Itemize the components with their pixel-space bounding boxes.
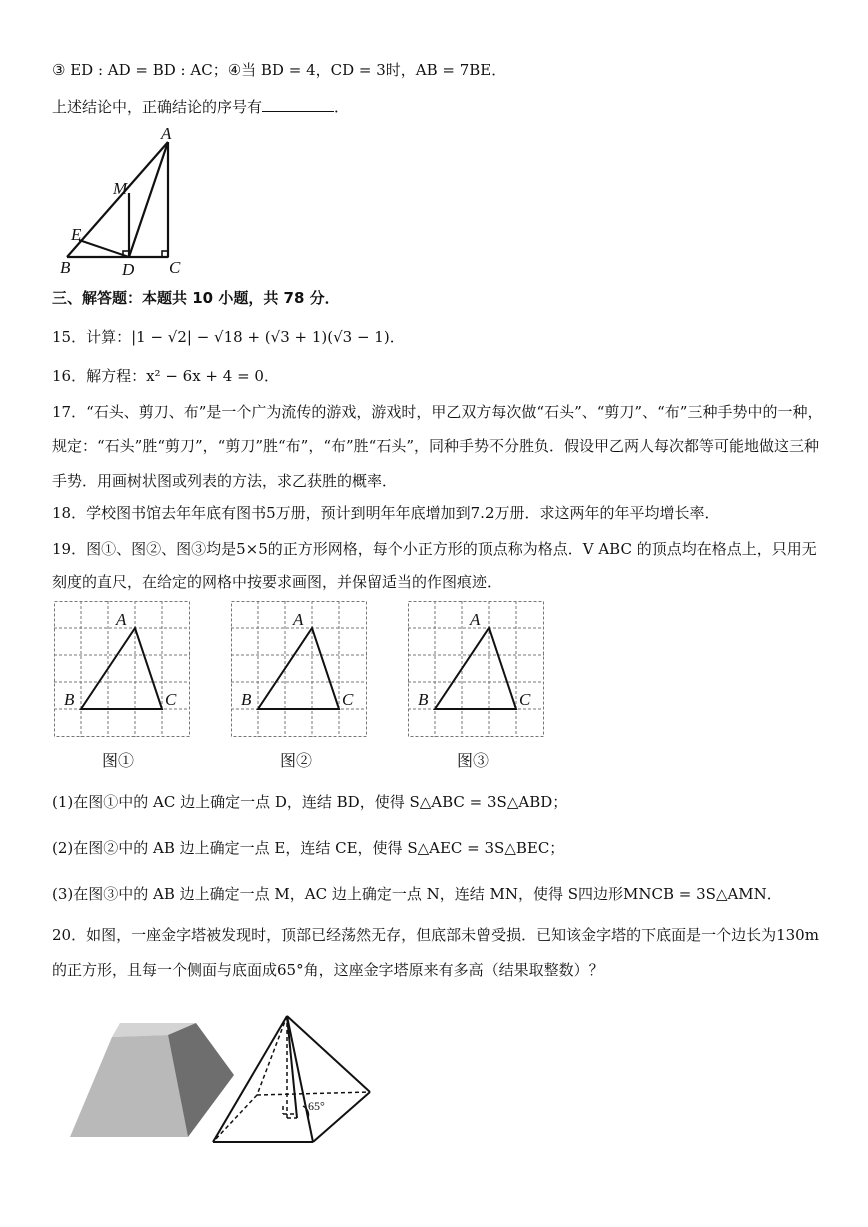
label-b: B — [60, 258, 71, 277]
grid2-label-c: C — [342, 690, 354, 709]
q19-line1: 19．图①、图②、图③均是5×5的正方形网格，每个小正方形的顶点称为格点．V ABC 的顶点均在格点上，只用无 — [52, 540, 817, 558]
answer-blank — [262, 97, 334, 112]
grid3-label-a: A — [470, 610, 481, 629]
grid2-label-b: B — [241, 690, 252, 709]
grid1-label-c: C — [165, 690, 177, 709]
grid1-label-b: B — [64, 690, 75, 709]
grid-figure-1 — [54, 601, 190, 737]
q14-answer-prefix: 上述结论中，正确结论的序号有 — [52, 98, 263, 116]
caption-figure-1: 图① — [102, 751, 135, 770]
grid-figure-2 — [231, 601, 367, 737]
q17-line3: 手势．用画树状图或列表的方法，求乙获胜的概率． — [52, 472, 398, 490]
q17-line1: 17．“石头、剪刀、布”是一个广为流传的游戏，游戏时，甲乙双方每次做“石头”、“剪刀”、“布”三种手势中的一种， — [52, 403, 823, 421]
q19-part1: (1)在图①中的 AC 边上确定一点 D，连结 BD，使得 S△ABC = 3S△ABD； — [52, 793, 568, 811]
triangle-abc-3 — [435, 628, 516, 709]
angle-label: 65° — [308, 1099, 325, 1113]
q19-part3: (3)在图③中的 AB 边上确定一点 M，AC 边上确定一点 N，连结 MN，使得 S四边形MNCB = 3S△AMN． — [52, 885, 782, 903]
grid2-label-a: A — [293, 610, 304, 629]
q20-line2: 的正方形，且每一个侧面与底面成65°角，这座金字塔原来有多高（结果取整数）？ — [52, 961, 604, 979]
segment-ed — [79, 240, 129, 257]
wireframe-pyramid-diagram — [205, 1010, 380, 1150]
label-m: M — [113, 179, 128, 198]
q15-text: 15．计算：|1 − √2| − √18 + (√3 + 1)(√3 − 1)． — [52, 328, 405, 346]
q14-answer-suffix: ． — [334, 98, 350, 116]
grid3-label-b: B — [418, 690, 429, 709]
grid-figure-3 — [408, 601, 544, 737]
label-c: C — [169, 258, 181, 277]
q14-line1: ③ ED : AD = BD : AC；④当 BD = 4，CD = 3时，AB = 7BE． — [52, 61, 507, 79]
caption-figure-2: 图② — [280, 751, 313, 770]
q17-line2: 规定：“石头”胜“剪刀”，“剪刀”胜“布”，“布”胜“石头”，同种手势不分胜负．假设甲乙两人每次都等可能地做这三种 — [52, 437, 820, 455]
q18-text: 18．学校图书馆去年年底有图书5万册，预计到明年年底增加到7.2万册．求这两年的年平均增长率． — [52, 504, 720, 522]
grid3-label-c: C — [519, 690, 531, 709]
q16-text: 16．解方程：x² − 6x + 4 = 0． — [52, 367, 279, 385]
pyramid-front-face — [70, 1035, 188, 1137]
triangle-abc-2 — [258, 628, 339, 709]
triangle-abc-1 — [81, 628, 162, 709]
q19-line2: 刻度的直尺，在给定的网格中按要求画图，并保留适当的作图痕迹． — [52, 573, 503, 591]
label-d: D — [122, 260, 135, 279]
grid1-label-a: A — [116, 610, 127, 629]
q14-answer-line — [52, 97, 349, 117]
q14-statement-line — [52, 60, 506, 80]
segment-ad — [129, 142, 168, 257]
q20-line1: 20．如图，一座金字塔被发现时，顶部已经荡然无存，但底部未曾受损．已知该金字塔的下底面是一个边长为130m — [52, 926, 819, 944]
q19-part2: (2)在图②中的 AB 边上确定一点 E，连结 CE，使得 S△AEC = 3S△BEC； — [52, 839, 565, 857]
caption-figure-3: 图③ — [457, 751, 490, 770]
section-heading: 三、解答题：本题共 10 小题，共 78 分． — [52, 289, 340, 307]
label-e: E — [71, 225, 82, 244]
label-a: A — [161, 124, 172, 143]
q14-figure — [55, 124, 195, 280]
segment-ab — [67, 142, 168, 257]
